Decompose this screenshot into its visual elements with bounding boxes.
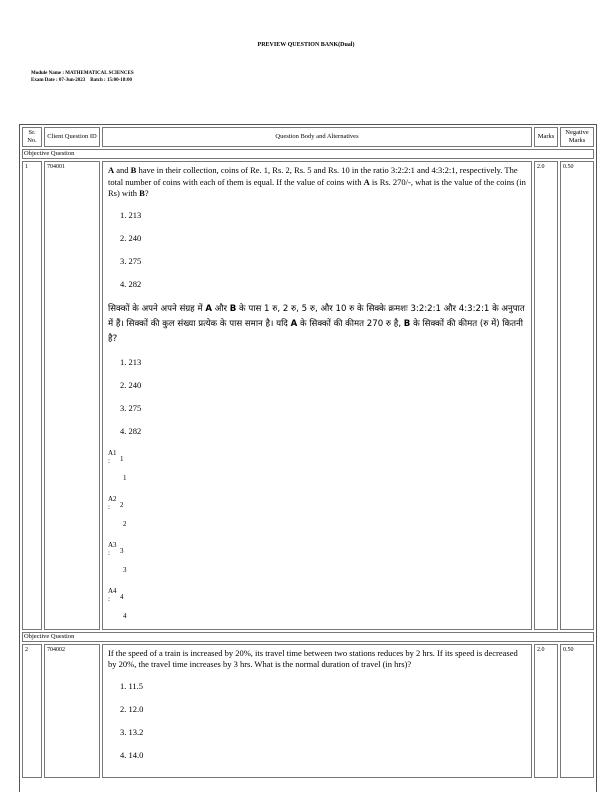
question-text-hi: सिक्कों के अपने अपने संग्रह में A और B के पास 1 रु, 2 रु, 5 रु, और 10 रु के सिक्के क्रमशः 3:2:2:1 और 4:3:2:1 के अनुपात में हैं। सिक्कों की कुल संख्या प्रत्येक के पास समान है। यदि A के सिक्कों की कीमत 270 रु है, B के सिक्कों की कीमत (रु में) कितनी है?	[108, 303, 525, 344]
answer-value: 4	[123, 612, 127, 620]
sr-no: 1	[22, 161, 42, 630]
col-question-body: Question Body and Alternatives	[102, 127, 532, 147]
module-name: Module Name : MATHEMATICAL SCIENCES	[31, 71, 134, 76]
question-body	[102, 644, 532, 778]
question-body	[102, 161, 532, 630]
client-question-id: 704002	[44, 644, 100, 778]
col-sr-no: Sr. No.	[22, 127, 42, 147]
options-list-en	[120, 210, 528, 290]
option: 3. 275	[120, 255, 142, 266]
answer-key: A2 : 2	[108, 494, 124, 511]
answer-key: A3 : 3	[108, 540, 124, 557]
col-negative-marks: Negative Marks	[560, 127, 594, 147]
negative-marks: 0.50	[560, 644, 594, 778]
option: 1. 213	[120, 356, 142, 367]
option: 1. 213	[120, 209, 142, 220]
question-table-frame	[19, 124, 597, 792]
col-client-question-id: Client Question ID	[44, 127, 100, 147]
option: 2. 240	[120, 379, 142, 390]
answer-value: 2	[123, 520, 127, 528]
option: 3. 275	[120, 402, 142, 413]
col-marks: Marks	[534, 127, 558, 147]
option: 1. 11.5	[120, 680, 144, 691]
option: 4. 14.0	[120, 749, 144, 760]
option: 3. 13.2	[120, 726, 144, 737]
table-row	[22, 644, 594, 778]
marks: 2.0	[534, 161, 558, 630]
question-text-en: A and B have in their collection, coins of Re. 1, Rs. 2, Rs. 5 and Rs. 10 in the ratio 3:2:2:1 and 4:3:2:1, respectively. The total number of coins with each of them is equal. If the value of coins with A is Rs. 270/-, what is the value of the coins (in Rs) with B?	[108, 165, 526, 198]
client-question-id: 704001	[44, 161, 100, 630]
marks: 2.0	[534, 644, 558, 778]
question-text-en: If the speed of a train is increased by 20%, its travel time between two stations reduces by 2 hrs. If its speed is decreased by 20%, the travel time increases by 3 hrs. What is the normal duration of travel (in hrs)?	[108, 647, 518, 669]
options-list-hi	[120, 357, 528, 437]
answer-key: A1 : 1	[108, 448, 124, 465]
options-list-en	[120, 681, 528, 761]
table-header-row	[22, 127, 594, 147]
section-label: Objective Question	[22, 149, 594, 159]
page-title: PREVIEW QUESTION BANK(Dual)	[257, 42, 355, 48]
answer-key-list	[108, 449, 528, 623]
option: 4. 282	[120, 278, 142, 289]
answer-key: A4 : 4	[108, 586, 124, 603]
question-table	[20, 125, 596, 780]
option: 4. 282	[120, 425, 142, 436]
section-label: Objective Question	[22, 632, 594, 642]
answer-value: 1	[123, 474, 127, 482]
section-row	[22, 632, 594, 642]
section-row	[22, 149, 594, 159]
exam-date-batch: Exam Date : 07-Jun-2023 Batch : 15:00-18:00	[31, 78, 132, 83]
negative-marks: 0.50	[560, 161, 594, 630]
option: 2. 240	[120, 232, 142, 243]
table-row	[22, 161, 594, 630]
sr-no: 2	[22, 644, 42, 778]
answer-value: 3	[123, 566, 127, 574]
option: 2. 12.0	[120, 703, 144, 714]
